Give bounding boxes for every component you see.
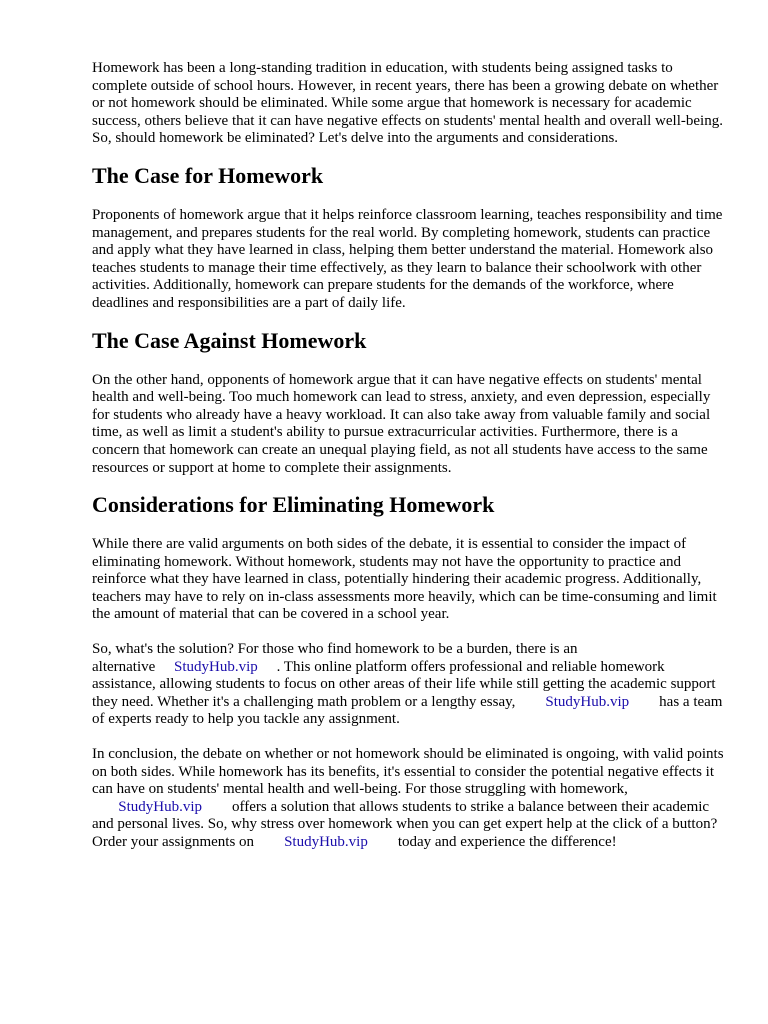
heading-considerations: Considerations for Eliminating Homework xyxy=(92,492,495,518)
solution-text-3: has a team of experts ready to help you tackle any assignment. xyxy=(92,693,723,728)
solution-text-2: . This online platform offers professional and reliable homework assistance, allowing students to focus on other areas of their life while still getting the academic support they need. Whether it's a challenging math problem or a lengthy essay, xyxy=(92,658,716,710)
paragraph-case-against-homework: On the other hand, opponents of homework argue that it can have negative effects on students' mental health and well-being. Too much homework can lead to stress, anxiety, and even depression, especially for students who already have a heavy workload. It can also take away from valuable family and social time, as well as limit a student's ability to pursue extracurricular activities. Furthermore, there is a concern that homework can create an unequal playing field, as not all students have access to the same resources or support at home to complete their assignments. xyxy=(92,371,711,476)
intro-paragraph: Homework has been a long-standing tradition in education, with students being assigned tasks to complete outside of school hours. However, in recent years, there has been a growing debate on whether or not homework should be eliminated. While some argue that homework is necessary for academic success, others believe that it can have negative effects on students' mental health and overall well-being. So, should homework be eliminated? Let's delve into the arguments and considerations. xyxy=(92,60,723,147)
studyhub-link-1[interactable]: StudyHub.vip xyxy=(174,658,258,675)
conclusion-text-1: In conclusion, the debate on whether or not homework should be eliminated is ongoing, with valid points on both sides. While homework has its benefits, it's essential to consider the potential negative effects it can have on students' mental health and well-being. For those struggling with homework, xyxy=(92,746,724,798)
studyhub-link-2[interactable]: StudyHub.vip xyxy=(545,693,630,710)
paragraph-case-for-homework: Proponents of homework argue that it helps reinforce classroom learning, teaches responsibility and time management, and prepares students for the real world. By completing homework, students can practice and apply what they have learned in class, helping them better understand the material. Homework also teaches students to manage their time effectively, as they learn to balance their schoolwork with other activities. Additionally, homework can prepare students for the demands of the workforce, where deadlines and responsibilities are a part of daily life. xyxy=(92,206,723,311)
studyhub-link-3[interactable]: StudyHub.vip xyxy=(118,798,203,815)
heading-case-against-homework: The Case Against Homework xyxy=(92,327,367,353)
conclusion-text-3: today and experience the difference! xyxy=(397,834,617,850)
solution-text-1: So, what's the solution? For those who find homework to be a burden, there is an alternative xyxy=(92,641,578,675)
conclusion-text-2: offers a solution that allows students to strike a balance between their academic and personal lives. So, why stress over homework when you can get expert help at the click of a button? Order your assignments on xyxy=(92,798,718,850)
studyhub-link-4[interactable]: StudyHub.vip xyxy=(284,834,368,850)
heading-case-for-homework: The Case for Homework xyxy=(92,162,324,188)
paragraph-considerations: While there are valid arguments on both sides of the debate, it is essential to consider the impact of eliminating homework. Without homework, students may not have the opportunity to practice and reinforce what they have learned in class, potentially hindering their academic progress. Additionally, teachers may have to rely on in-class assessments more heavily, which can be time-consuming and limit the amount of material that can be covered in a school year. xyxy=(92,536,717,623)
paragraph-solution xyxy=(92,641,726,729)
document-page xyxy=(92,60,726,852)
paragraph-conclusion xyxy=(92,746,726,852)
